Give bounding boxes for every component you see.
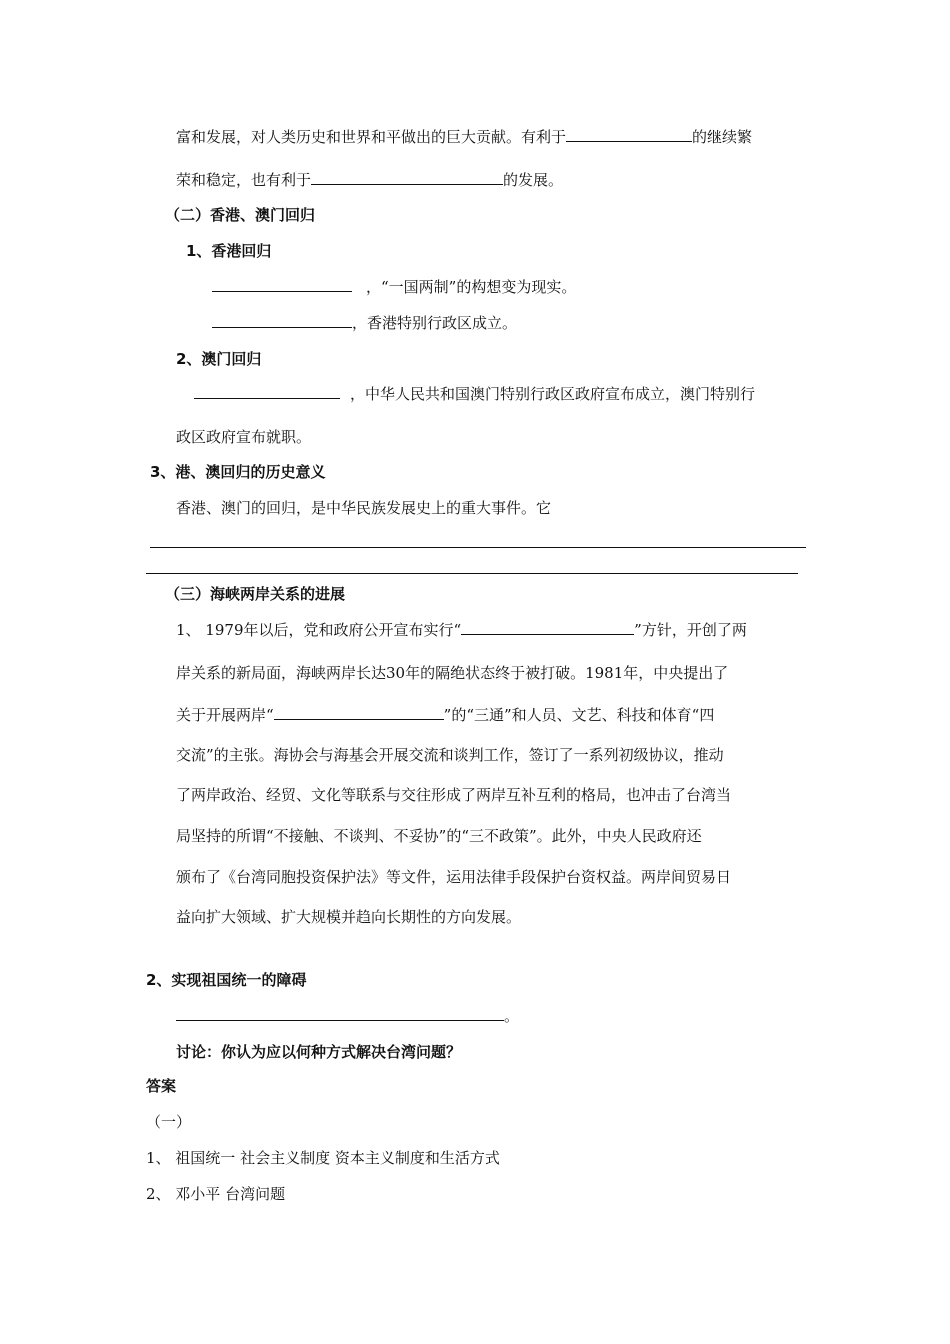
item1-line3	[176, 705, 714, 725]
item1-line2: 岸关系的新局面，海峡两岸长达30年的隔绝状态终于被打破。1981年，中央提出了	[176, 664, 729, 682]
fill-blank[interactable]	[311, 170, 503, 185]
answer-line: 1、 祖国统一 社会主义制度 资本主义制度和生活方式	[146, 1149, 500, 1167]
text: 关于开展两岸“	[176, 706, 274, 724]
fill-blank[interactable]	[176, 1006, 504, 1021]
section-heading: （三）海峡两岸关系的进展	[165, 585, 346, 603]
para1-line2	[176, 170, 563, 190]
fill-blank[interactable]	[274, 705, 444, 720]
text: ”的“三通”和人员、文艺、科技和体育“四	[443, 706, 715, 724]
text: ，中华人民共和国澳门特别行政区政府宣布成立，澳门特别行	[350, 385, 756, 403]
item1-line6: 局坚持的所谓“不接触、不谈判、不妥协”的“三不政策”。此外，中央人民政府还	[176, 827, 702, 845]
hk-line2	[212, 313, 517, 333]
text: 富和发展，对人类历史和世界和平做出的巨大贡献。有利于	[176, 128, 567, 146]
discussion-question: 讨论：你认为应以何种方式解决台湾问题？	[176, 1043, 462, 1061]
text: ，“一国两制”的构想变为现实。	[366, 278, 577, 296]
item2-line	[176, 1006, 519, 1026]
hk-line1	[212, 277, 576, 297]
text: 。	[504, 1007, 520, 1025]
fill-blank[interactable]	[194, 384, 340, 399]
subsection-heading: 1、香港回归	[186, 242, 272, 260]
fill-blank[interactable]	[212, 313, 352, 328]
text: 1、 1979年以后，党和政府公开宣布实行“	[176, 621, 462, 639]
macau-line2: 政区政府宣布就职。	[176, 428, 312, 446]
answer-line: 2、 邓小平 台湾问题	[146, 1185, 286, 1203]
fill-blank[interactable]	[212, 277, 352, 292]
item1-line5: 了两岸政治、经贸、文化等联系与交往形成了两岸互补互利的格局，也冲击了台湾当	[176, 786, 732, 804]
fill-blank[interactable]	[566, 127, 692, 142]
answer-rule[interactable]	[146, 573, 798, 574]
text: ”方针，开创了两	[634, 621, 747, 639]
significance-line1: 香港、澳门的回归，是中华民族发展史上的重大事件。它	[176, 499, 552, 517]
item1-line4: 交流”的主张。海协会与海基会开展交流和谈判工作，签订了一系列初级协议，推动	[176, 746, 724, 764]
answers-heading: 答案	[146, 1077, 177, 1095]
text: ，香港特别行政区成立。	[352, 314, 518, 332]
macau-line1	[194, 384, 755, 404]
item1-line1	[176, 620, 747, 640]
subsection-heading: 2、实现祖国统一的障碍	[146, 971, 307, 989]
text: 的继续繁	[692, 128, 753, 146]
item1-line7: 颁布了《台湾同胞投资保护法》等文件，运用法律手段保护台资权益。两岸间贸易日	[176, 868, 732, 886]
subsection-heading: 3、港、澳回归的历史意义	[150, 463, 326, 481]
text: 荣和稳定，也有利于	[176, 171, 312, 189]
para1-line1	[176, 127, 752, 147]
section-heading: （二）香港、澳门回归	[165, 206, 316, 224]
subsection-heading: 2、澳门回归	[176, 350, 262, 368]
fill-blank[interactable]	[461, 620, 634, 635]
answers-part-label: （一）	[146, 1113, 192, 1131]
answer-rule[interactable]	[150, 547, 806, 548]
item1-line8: 益向扩大领域、扩大规模并趋向长期性的方向发展。	[176, 908, 522, 926]
text: 的发展。	[503, 171, 564, 189]
